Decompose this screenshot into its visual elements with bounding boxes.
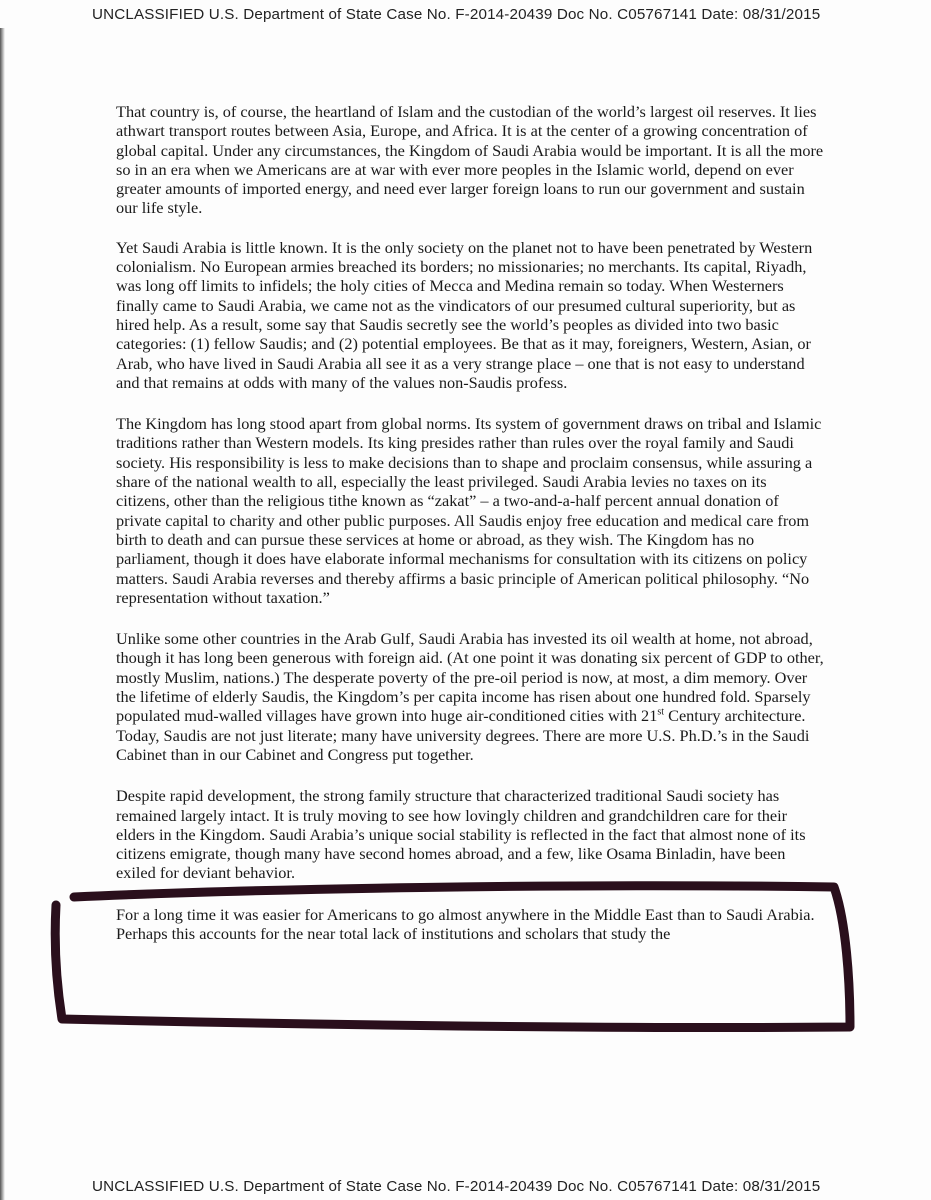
paragraph-long-time: For a long time it was easier for Americans to go almost anywhere in the Middle East than to Saudi Arabia. Perhaps this accounts for the near total lack of institutions and scholars that study the	[116, 904, 815, 943]
oil-wealth-text-end: Century architecture. Today, Saudis are not just literate; many have university degrees. There are more U.S. Ph.D.’s in the Saudi Cabinet than in our Cabinet and Congress put together.	[116, 706, 810, 764]
paragraph-global-norms: The Kingdom has long stood apart from global norms. Its system of government draws on tribal and Islamic traditions rather than Western models. Its king presides rather than rules over the royal family and Saudi society. His responsibility is less to make decisions than to shape and proclaim consensus, while assuring a share of the national wealth to all, especially the least privileged. Saudi Arabia levies no taxes on its citizens, other than the religious tithe known as “zakat” – a two-and-a-half percent annual donation of private capital to charity and other public purposes. All Saudis enjoy free education and medical care from birth to death and can pursue these services at home or abroad, as they wish. The Kingdom has no parliament, though it does have elaborate informal mechanisms for consultation with its citizens on policy matters. Saudi Arabia reverses and thereby affirms a basic principle of American political philosophy. “No representation without taxation.”	[116, 414, 822, 607]
scan-edge-shadow	[0, 28, 5, 1200]
paragraph-heartland: That country is, of course, the heartland of Islam and the custodian of the world’s largest oil reserves. It lies athwart transport routes between Asia, Europe, and Africa. It is at the center of a growing concentration of global capital. Under any circumstances, the Kingdom of Saudi Arabia would be important. It is all the more so in an era when we Americans are at war with ever more peoples in the Islamic world, depend on ever greater amounts of imported energy, and need ever larger foreign loans to run our government and sustain our life style.	[116, 102, 824, 218]
oil-wealth-text-start: Unlike some other countries in the Arab Gulf, Saudi Arabia has invested its oil wealth at home, not abroad, though it has long been generous with foreign aid. (At one point it was donating six percent of GDP to other, mostly Muslim, nations.) The desperate poverty of the pre-oil period is now, at most, a dim memory. Over the lifetime of elderly Saudis, the Kingdom’s per capita income has risen about one hundred fold. Sparsely populated mud-walled villages have grown into huge air-conditioned cities with 21	[116, 629, 824, 726]
paragraph-family-structure: Despite rapid development, the strong family structure that characterized traditional Saudi society has remained largely intact. It is truly moving to see how lovingly children and grandchildren care for their elders in the Kingdom. Saudi Arabia’s unique social stability is reflected in the fact that almost none of its citizens emigrate, though many have second homes abroad, and a few, like Osama Binladin, have been exiled for deviant behavior.	[116, 786, 806, 883]
classification-footer: UNCLASSIFIED U.S. Department of State Case No. F-2014-20439 Doc No. C05767141 Date: 08/31/2015	[92, 1178, 821, 1195]
ordinal-superscript: st	[657, 706, 665, 718]
document-body	[116, 102, 824, 963]
paragraph-little-known: Yet Saudi Arabia is little known. It is the only society on the planet not to have been penetrated by Western colonialism. No European armies breached its borders; no missionaries; no merchants. Its capital, Riyadh, was long off limits to infidels; the holy cities of Mecca and Medina remain so today. When Westerners finally came to Saudi Arabia, we came not as the vindicators of our presumed cultural superiority, but as hired help. As a result, some say that Saudis secretly see the world’s peoples as divided into two basic categories: (1) fellow Saudis; and (2) potential employees. Be that as it may, foreigners, Western, Asian, or Arab, who have lived in Saudi Arabia all see it as a very strange place – one that is not easy to understand and that remains at odds with many of the values non-Saudis profess.	[116, 237, 813, 392]
paragraph-oil-wealth	[116, 629, 824, 764]
classification-header: UNCLASSIFIED U.S. Department of State Case No. F-2014-20439 Doc No. C05767141 Date: 08/31/2015	[92, 6, 821, 23]
